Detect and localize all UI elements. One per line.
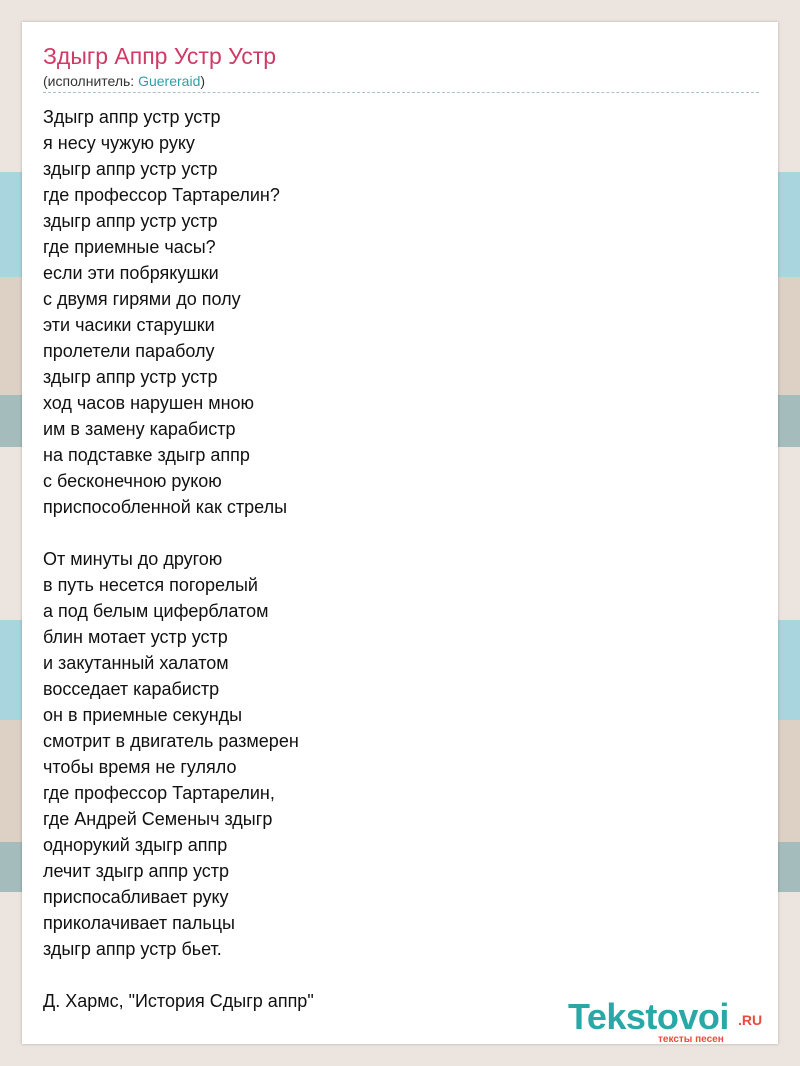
performer-suffix: )	[200, 73, 206, 89]
site-logo[interactable]	[568, 996, 778, 1046]
lyric-line: Д. Хармс, "История Сдыгр аппр"	[43, 991, 314, 1011]
lyric-blank-line	[43, 962, 743, 988]
lyric-line: где Андрей Семеныч здыгр	[43, 809, 273, 829]
lyric-line: я несу чужую руку	[43, 133, 195, 153]
song-title: Здыгр Аппр Устр Устр	[43, 43, 277, 69]
lyric-line: приспособленной как стрелы	[43, 497, 288, 517]
lyric-line: он в приемные секунды	[43, 705, 243, 725]
lyric-line: в путь несется погорелый	[43, 575, 258, 595]
lyric-line: эти часики старушки	[43, 315, 215, 335]
lyric-line: здыгр аппр устр бьет.	[43, 939, 222, 959]
performer-prefix: (исполнитель:	[43, 73, 139, 89]
lyric-line: и закутанный халатом	[43, 653, 229, 673]
lyric-line: здыгр аппр устр устр	[43, 367, 218, 387]
logo-tld: .RU	[738, 1012, 763, 1028]
lyric-line: лечит здыгр аппр устр	[43, 861, 230, 881]
lyric-line: здыгр аппр устр устр	[43, 211, 218, 231]
lyric-line: с двумя гирями до полу	[43, 289, 241, 309]
lyric-line: восседает карабистр	[43, 679, 220, 699]
lyric-line: чтобы время не гуляло	[43, 757, 237, 777]
lyric-line: а под белым циферблатом	[43, 601, 269, 621]
lyric-line: смотрит в двигатель размерен	[43, 731, 299, 751]
lyric-line: если эти побрякушки	[43, 263, 219, 283]
lyric-line: приспосабливает руку	[43, 887, 229, 907]
performer-link[interactable]: Guereraid	[138, 73, 201, 89]
lyrics-text	[43, 104, 743, 1014]
lyric-line: пролетели параболу	[43, 341, 215, 361]
lyric-line: здыгр аппр устр устр	[43, 159, 218, 179]
lyric-line: Здыгр аппр устр устр	[43, 107, 221, 127]
title-divider	[43, 92, 759, 93]
lyric-line: где профессор Тартарелин,	[43, 783, 275, 803]
lyrics-card	[22, 22, 778, 1044]
lyric-line: где приемные часы?	[43, 237, 216, 257]
lyric-line: От минуты до другою	[43, 549, 223, 569]
performer-line	[43, 73, 205, 89]
lyric-line: блин мотает устр устр	[43, 627, 228, 647]
lyric-line: с бесконечною рукою	[43, 471, 222, 491]
lyric-line: на подставке здыгр аппр	[43, 445, 250, 465]
lyric-line: им в замену карабистр	[43, 419, 236, 439]
lyric-line: приколачивает пальцы	[43, 913, 235, 933]
lyric-line: однорукий здыгр аппр	[43, 835, 228, 855]
lyric-blank-line	[43, 520, 743, 546]
logo-wordmark: Tekstovoi	[568, 996, 729, 1037]
logo-tagline: тексты песен	[658, 1034, 724, 1045]
lyric-line: ход часов нарушен мною	[43, 393, 255, 413]
lyric-line: где профессор Тартарелин?	[43, 185, 280, 205]
